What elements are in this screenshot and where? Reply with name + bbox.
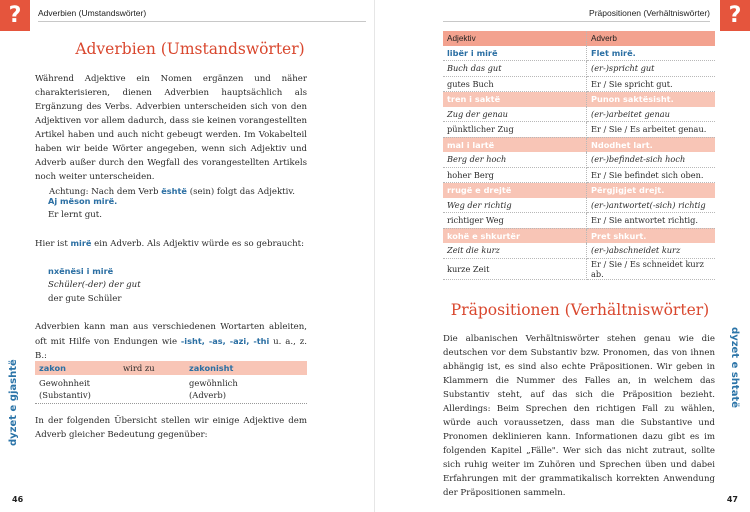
side-tab: dyzet e gjashtë	[8, 359, 19, 446]
running-header: Adverbien (Umstandswörter)	[38, 8, 147, 18]
question-mark-icon: ?	[0, 0, 30, 31]
table-cell: (er-)spricht gut	[587, 61, 716, 77]
example-1	[48, 194, 117, 222]
overview-paragraph	[35, 414, 307, 442]
example-albanian: nxënësi i mirë	[48, 266, 114, 276]
column-header: Adverb	[587, 31, 716, 46]
table-cell: Er / Sie / Es schneidet kurz ab.	[587, 258, 716, 279]
cell	[189, 377, 238, 401]
table-cell: (er-)befindet-sich hoch	[587, 152, 716, 167]
table-row	[443, 76, 715, 92]
table-cell: rrugë e drejtë	[443, 183, 587, 198]
cell: zakon	[39, 363, 66, 373]
adjective-adverb-table	[443, 31, 715, 280]
table-cell: (er-)arbeitet genau	[587, 107, 716, 122]
table-cell: Zeit die kurz	[443, 243, 587, 258]
example-literal: Schüler(-der) der gut	[48, 280, 141, 290]
table-row	[35, 361, 307, 375]
table-cell: Ndodhet lart.	[587, 137, 716, 152]
right-page	[375, 0, 750, 512]
table-cell: richtiger Weg	[443, 213, 587, 229]
cell: zakonisht	[189, 363, 234, 373]
table-cell: hoher Berg	[443, 167, 587, 183]
table-cell: kurze Zeit	[443, 258, 587, 279]
table-row	[443, 122, 715, 138]
table-cell: (er-)abschneidet kurz	[587, 243, 716, 258]
derivation-table	[35, 361, 307, 404]
example-german: Er lernt gut.	[48, 210, 102, 220]
table-row	[443, 258, 715, 279]
table-header-row	[443, 31, 715, 46]
table-cell: Er / Sie spricht gut.	[587, 76, 716, 92]
cell-line: (Adverb)	[189, 390, 226, 400]
table-cell: kohë e shkurtër	[443, 228, 587, 243]
side-tab: dyzet e shtatë	[729, 327, 740, 408]
header-divider	[38, 21, 366, 22]
question-mark-icon: ?	[720, 0, 750, 31]
example-german: der gute Schüler	[48, 294, 122, 304]
text-end: u. a., z. B.:	[35, 337, 307, 361]
table-row	[443, 137, 715, 152]
table-row	[35, 375, 307, 404]
table-cell: tren i saktë	[443, 92, 587, 107]
table-cell: Er / Sie befindet sich oben.	[587, 167, 716, 183]
table-cell: Weg der richtig	[443, 198, 587, 213]
text: Hier ist	[35, 239, 71, 249]
cell-line: gewöhnlich	[189, 378, 238, 388]
text: Adverbien kann man aus verschiedenen Wortarten ableiten, oft mit Hilfe von Endungen wie	[35, 322, 307, 347]
cell: wird zu	[123, 363, 155, 373]
intro-paragraph	[35, 72, 307, 199]
table-cell: Punon saktësisht.	[587, 92, 716, 107]
table-row	[443, 167, 715, 183]
table-row	[443, 228, 715, 243]
page-number: 47	[726, 495, 738, 504]
note-text: Achtung: Nach dem Verb	[49, 187, 162, 197]
table-cell: Berg der hoch	[443, 152, 587, 167]
cell-line: Gewohnheit	[39, 378, 91, 388]
table-row	[443, 152, 715, 167]
table-cell: Buch das gut	[443, 61, 587, 77]
text-end: ein Adverb. Als Adjektiv würde es so gebraucht:	[91, 239, 304, 249]
adverb-paragraph	[35, 236, 307, 251]
table-row	[443, 213, 715, 229]
table-cell: (er-)antwortet(-sich) richtig	[587, 198, 716, 213]
table-cell: libër i mirë	[443, 46, 587, 61]
table-cell: Er / Sie antwortet richtig.	[587, 213, 716, 229]
cell	[39, 377, 189, 401]
column-header: Adjektiv	[443, 31, 587, 46]
table-row	[443, 243, 715, 258]
table-row	[443, 46, 715, 61]
derivation-paragraph	[35, 320, 307, 363]
section-title: Präpositionen (Verhältniswörter)	[450, 301, 710, 319]
paragraph-text: Die albanischen Verhältniswörter stehen genau wie die deutschen vor dem Substantiv bzw. Pronomen, das von ihnen abhängig ist, es sind also echte Präpositionen. Wir geben in Klammern die Nummer des Falles an, in welchem das Substantiv steht, auf das sich die Präposition bezieht. Allerdings: Beim Sprechen den richtigen Fall zu wählen, würde auch voraussetzen, dass man die Substantive und Pronomen deklinieren kann. Informationen dazu gibt es im folgenden Kapitel „Fälle". Wer sich das nicht zutraut, sollte sich ruhig weiter im Zuhören und Sprechen üben und dabei Erfahrungen mit der grammatikalisch korrekten Anwendung der Präpositionen sammeln.	[443, 334, 715, 498]
table-cell: Flet mirë.	[587, 46, 716, 61]
table-cell: Er / Sie / Es arbeitet genau.	[587, 122, 716, 138]
example-albanian: Aj mëson mirë.	[48, 196, 118, 206]
table-body	[443, 46, 715, 280]
page-number: 46	[12, 495, 24, 504]
paragraph-text: Während Adjektive ein Nomen ergänzen und näher charakterisieren, dienen Adverbien hauptsächlich als Ergänzung des Verbs. Adverbien unterscheiden sich von den Adjektiven vor allem dadurch, dass sie keinen vorangestellten Artikel haben und auch nicht gebeugt werden. Im Vokabelteil haben wir beide Wörter angegeben, wenn sich Adjektiv und Adverb außer durch den Wegfall des vorangestellten Artikels noch weiter unterscheiden.	[35, 74, 307, 182]
example-2	[48, 264, 141, 306]
note-text-end: (sein) folgt das Adjektiv.	[186, 187, 295, 197]
table-cell: Përgjigjet drejt.	[587, 183, 716, 198]
note-term: është	[161, 186, 187, 196]
table-cell: gutes Buch	[443, 76, 587, 92]
table-row	[443, 198, 715, 213]
suffixes: -isht, -as, -azi, -thi	[180, 336, 270, 346]
table-row	[443, 183, 715, 198]
table-row	[443, 61, 715, 77]
table-cell: Pret shkurt.	[587, 228, 716, 243]
term: mirë	[70, 238, 92, 248]
page-title: Adverbien (Umstandswörter)	[75, 40, 305, 58]
table-cell: Zug der genau	[443, 107, 587, 122]
prepositions-paragraph	[443, 332, 715, 500]
table-cell: pünktlicher Zug	[443, 122, 587, 138]
table-cell: mal i lartë	[443, 137, 587, 152]
table-row	[443, 92, 715, 107]
paragraph-text: In der folgenden Übersicht stellen wir einige Adjektive dem Adverb gleicher Bedeutung gegenüber:	[35, 416, 307, 440]
table-row	[443, 107, 715, 122]
cell-line: (Substantiv)	[39, 390, 91, 400]
header-divider	[443, 21, 710, 22]
running-header: Präpositionen (Verhältniswörter)	[589, 8, 710, 18]
